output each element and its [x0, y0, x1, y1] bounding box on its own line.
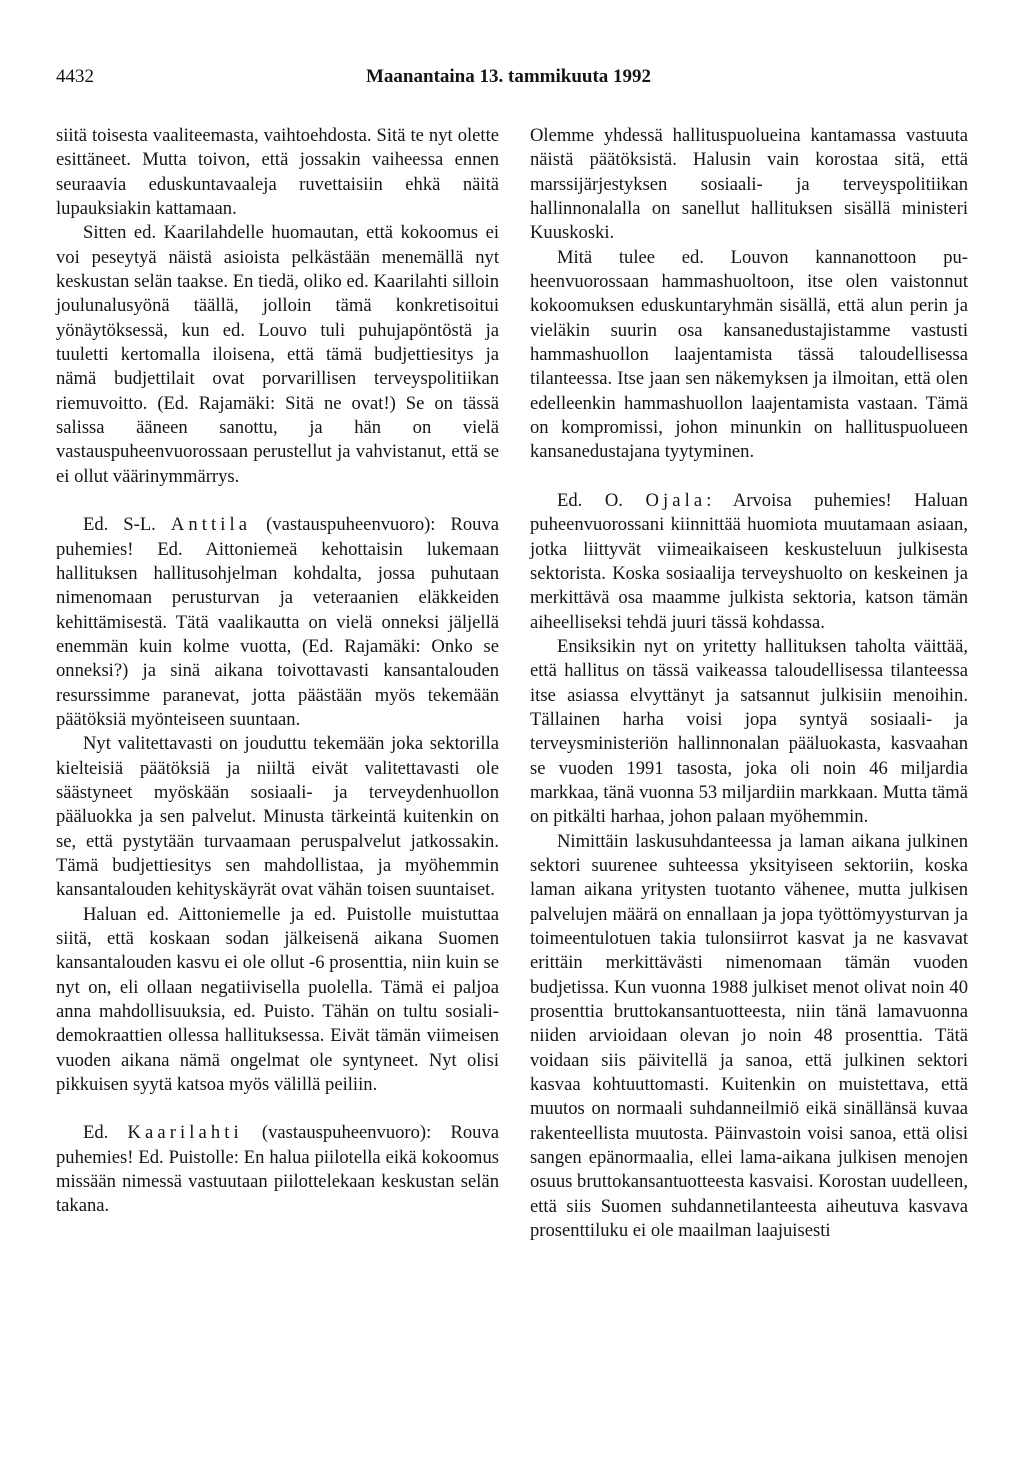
- right-column: [530, 124, 968, 1243]
- speaker-name: Ojala: [645, 489, 707, 511]
- page-number: 4432: [56, 66, 94, 87]
- paragraph: Mitä tulee ed. Louvon kannanottoon puheenvuorossaan hammashuoltoon, itse olen vaistonnut kokoomuksen eduskuntaryhmän sisällä, että alun perin ja vieläkin suurin osa kansanedustajistamme vastusti hammashuollon laajentamista tässä taloudellisessa tilanteessa. Itse jaan sen näkemyksen ja ilmoitan, että olen edelleenkin hammashuollon laajentamista vastaan. Tämä on kompromissi, johon minunkin on hallituspuolueen kansanedustajana tyytyminen.: [530, 246, 968, 463]
- paragraph: Nimittäin laskusuhdanteessa ja laman aikana julkinen sektori suurenee suhteessa yksityiseen sektoriin, koska laman aikana yritysten tuotanto vähenee, mutta julkisen palvelujen määrä on ennallaan ja jopa työttömyysturvan ja toimeentulotuen takia tulonsiirrot kasvat ja ne kasvavat erittäin merkittävästi nimenomaan tämän vuoden budjetissa. Kun vuonna 1988 julkiset menot olivat noin 40 prosenttia bruttokansantuotteesta, niin tänä lamavuonna niiden arvioidaan olevan jo noin 48 prosenttia. Tätä voidaan siis päivitellä ja sanoa, että julkinen sektori kasvaa kohtuuttomasti. Kuitenkin on muistettava, että muutos on normaali suhdanneilmiö eikä sinällänsä kuvaa rakenteellista muutosta. Päinvastoin voisi sanoa, että olisi sangen epänormaalia, ellei lama-aikana julkisen menojen osuus bruttokansantuotteesta kasvaisi. Korostan uudelleen, että siis Suomen suhdannetilanteesta aiheutuva kasvava prosenttiluku ei ole maailman laajuisesti: [530, 830, 968, 1242]
- speech-text: : Arvoisa puhemies! Haluan puheenvuorossani kiinnittää huomiota muutamaan asiaan, jotka liittyvät viimeaikaiseen keskusteluun julkisesta sektorista. Koska sosiaalija terveyshuolto on keskeinen ja merkittävä osa maamme julkista sektoria, katson tämän aiheelliseksi tehdä juuri tässä kohdassa.: [530, 489, 968, 633]
- speaker-prefix: Ed. O.: [557, 489, 646, 511]
- speaker-prefix: Ed. S-L.: [83, 514, 171, 536]
- speaker-paragraph: [56, 1121, 499, 1218]
- paragraph: Sitten ed. Kaarilahdelle huomautan, että kokoomus ei voi peseytyä näistä asioista pelkästään menemällä nyt keskustan selän taakse. En tiedä, oliko ed. Kaarilahti silloin joulunalusyönä täällä, jolloin tämä konkretisoitui yönäytöksessä, kun ed. Louvo tuli puhujapöntöstä ja tuuletti kertomalla iloisena, että tämä budjettiesitys ja nämä budjettilait ovat porvarillisen terveyspolitiikan riemuvoitto. (Ed. Rajamäki: Sitä ne ovat!) Se on tässä salissa ääneen sanottu, ja hän on vielä vastauspuheenvuorossaan perustellut ja vahvistanut, että se ei ollut väärinymmärrys.: [56, 222, 499, 487]
- speaker-prefix: Ed.: [83, 1122, 128, 1144]
- paragraph: Ensiksikin nyt on yritetty hallituksen taholta väittää, että hallitus on tässä vaikeassa taloudellisessa tilanteessa itse asiassa elvyttänyt ja satsannut julkisiin menoihin. Tällainen harha voisi jopa syntyä sosiaali- ja terveysministeriön hallinnonalan pääluokasta, kasvaahan se vuoden 1991 tasosta, joka oli noin 46 miljardia markkaa, tänä vuonna 53 miljardiin markkaan. Mutta tämä on pitkälti harhaa, johon palaan myöhemmin.: [530, 635, 968, 828]
- paragraph: siitä toisesta vaaliteemasta, vaihtoehdosta. Sitä te nyt olette esittäneet. Mutta toivon, että jossakin vaiheessa ennen seuraavia eduskuntavaaleja ruvettaisiin ehkä näitä lupauksiakin kattamaan.: [56, 125, 499, 220]
- speech-text: (vastauspuheenvuoro): Rouva puhemies! Ed. Puistolle: En halua piilotella eikä kokoomus missään nimessä vastuutaan piilottelekaan keskustan selän takana.: [56, 1122, 500, 1217]
- speaker-name: Kaarilahti: [127, 1122, 243, 1144]
- left-column: [56, 124, 499, 1219]
- speaker-paragraph: [530, 489, 968, 635]
- paragraph: Haluan ed. Aittoniemelle ja ed. Puistolle muistuttaa siitä, että koskaan sodan jälkeisenä aikana Suomen kansantalouden kasvu ei ole ollut -6 prosenttia, niin kuin se nyt on, eli ollaan negatiivisella puolella. Tämä ei paljoa anna mahdollisuuksia, ed. Puisto. Tähän on tultu sosialidemokraattien ollessa hallituksessa. Eivät tämän viimeisen vuoden aikana nämä ongelmat ole syntyneet. Nyt olisi pikkuisen syytä katsoa myös välillä peiliin.: [56, 903, 499, 1096]
- speech-text: (vastauspuheenvuoro): Rouva puhemies! Ed. Aittoniemeä kehottaisin lukemaan hallituksen hallitusohjelman kohdalta, jossa puhutaan nimenomaan perusturvan ja veteraanien eläkkeiden kehittämisestä. Tätä vaalikautta on vielä onneksi jäljellä enemmän kuin kolme vuotta, (Ed. Rajamäki: Onko se onneksi?) ja sinä aikana toivottavasti kansantalouden resurssimme paranevat, jotta päästään myös tekemään päätöksiä myönteiseen suuntaan.: [56, 514, 500, 730]
- speaker-paragraph: [56, 513, 499, 732]
- paragraph: Olemme yhdessä hallituspuolueina kantamassa vastuuta näistä päätöksistä. Halusin vain korostaa sitä, että marssijärjestyksen sosiaali- ja terveyspolitiikan hallinnonalalla on sanellut hallituksen sisällä ministeri Kuuskoski.: [530, 125, 968, 244]
- paragraph: Nyt valitettavasti on jouduttu tekemään joka sektorilla kielteisiä päätöksiä ja niiltä eivät valitettavasti ole säästyneet myöskään sosiaali- ja terveydenhuollon pääluokka ja sen palvelut. Minusta tärkeintä kuitenkin on se, että pystytään turvaamaan peruspalvelut jatkossakin. Tämä budjettiesitys sen mahdollistaa, ja myöhemmin kansantalouden kehityskäyrät ovat vähän toisen suuntaiset.: [56, 733, 499, 901]
- speaker-name: Anttila: [170, 514, 252, 536]
- running-head-date: Maanantaina 13. tammikuuta 1992: [366, 66, 652, 87]
